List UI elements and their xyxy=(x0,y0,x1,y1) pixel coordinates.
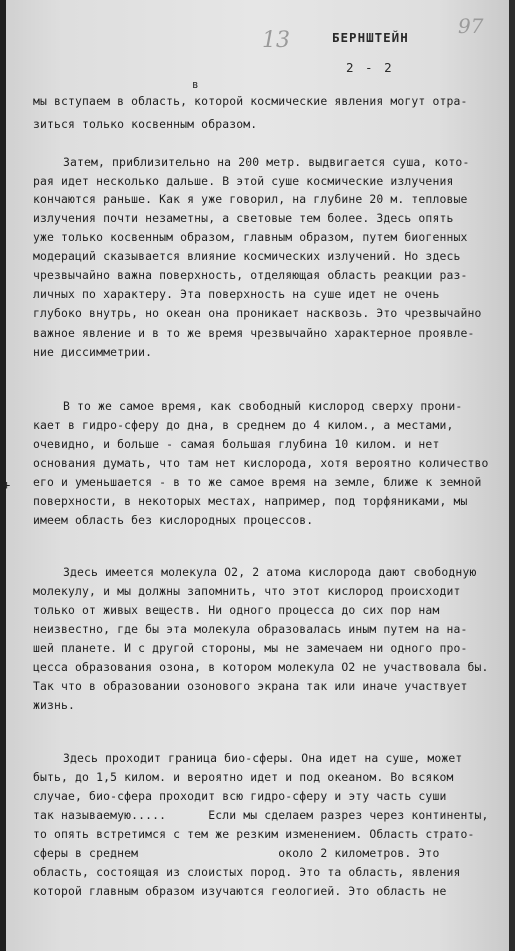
text-line: то опять встретимся с тем же резким изменением. Область страто- xyxy=(33,827,475,841)
text-line: основания думать, что там нет кислорода, хотя вероятно количество xyxy=(33,456,489,470)
author-header: БЕРНШТЕЙН xyxy=(332,30,409,45)
text-line: личных по характеру. Эта поверхность на суше идет не очень xyxy=(33,287,440,301)
text-line: имеем область без кислородных процессов. xyxy=(33,513,314,527)
handwritten-page-number: 97 xyxy=(458,14,484,38)
margin-mark: + xyxy=(3,478,11,492)
text-line: которой главным образом изучаются геологией. Это область не xyxy=(33,884,447,898)
text-line: случае, био-сфера проходит всю гидро-сферу и эту часть суши xyxy=(33,789,447,803)
text-line: зиться только косвенным образом. xyxy=(33,117,258,131)
page-number: 2 - 2 xyxy=(346,60,394,75)
text-line: чрезвычайно важна поверхность, отделяющая область реакции раз- xyxy=(33,268,468,282)
text-line: жизнь. xyxy=(33,698,76,712)
text-line: молекулу, и мы должны запомнить, что этот кислород происходит xyxy=(33,584,461,598)
text-line: Затем, приблизительно на 200 метр. выдвигается суша, кото- xyxy=(63,155,470,169)
text-line: уже только косвенным образом, главным образом, путем биогенных xyxy=(33,230,468,244)
text-line: Здесь имеется молекула O2, 2 атома кислорода дают свободную xyxy=(63,565,477,579)
text-line: Здесь проходит граница био-сферы. Она идет на суше, может xyxy=(63,751,463,765)
text-line: излучения почти незаметны, а световые тем более. Здесь опять xyxy=(33,211,454,225)
text-line: быть, до 1,5 килом. и вероятно идет и под океаном. Во всяком xyxy=(33,770,454,784)
text-line: шей планете. И с другой стороны, мы не замечаем ни одного про- xyxy=(33,641,468,655)
text-line: Так что в образовании озонового экрана так или иначе участвует xyxy=(33,679,468,693)
scan-edge-left xyxy=(0,0,6,951)
text-line: кает в гидро-сферу до дна, в среднем до 4 килом., а местами, xyxy=(33,418,454,432)
text-line: ние диссимметрии. xyxy=(33,345,153,359)
text-line: неизвестно, где бы эта молекула образовалась иным путем на на- xyxy=(33,622,468,636)
text-line: цесса образования озона, в котором молекула O2 не участвовала бы. xyxy=(33,660,489,674)
text-line: важное явление и в то же время чрезвычайно характерное проявле- xyxy=(33,326,475,340)
text-line: В то же самое время, как свободный кислород сверху прони- xyxy=(63,399,463,413)
insertion-mark: в xyxy=(192,78,199,91)
handwritten-sheet-number: 13 xyxy=(262,28,290,53)
text-line: область, состоящая из слоистых пород. Это та область, явления xyxy=(33,865,461,879)
text-line: модераций сказывается влияние космических излучений. Но здесь xyxy=(33,249,461,263)
text-line: глубоко внутрь, но океан она проникает насквозь. Это чрезвычайно xyxy=(33,306,482,320)
text-line: кончаются раньше. Как я уже говорил, на глубине 20 м. тепловые xyxy=(33,192,468,206)
text-line: мы вступаем в область, которой космические явления могут отра- xyxy=(33,94,468,108)
text-line: так называемую..... Если мы сделаем разрез через континенты, xyxy=(33,808,489,822)
scan-edge-right xyxy=(509,0,515,951)
text-line: сферы в среднем около 2 километров. Это xyxy=(33,846,440,860)
text-line: очевидно, и больше - самая большая глубина 10 килом. и нет xyxy=(33,437,440,451)
text-line: рая идет несколько дальше. В этой суше космические излучения xyxy=(33,174,454,188)
text-line: поверхности, в некоторых местах, например, под торфяниками, мы xyxy=(33,494,468,508)
text-line: его и уменьшается - в то же самое время на земле, ближе к земной xyxy=(33,475,482,489)
text-line: только от живых веществ. Ни одного процесса до сих пор нам xyxy=(33,603,440,617)
